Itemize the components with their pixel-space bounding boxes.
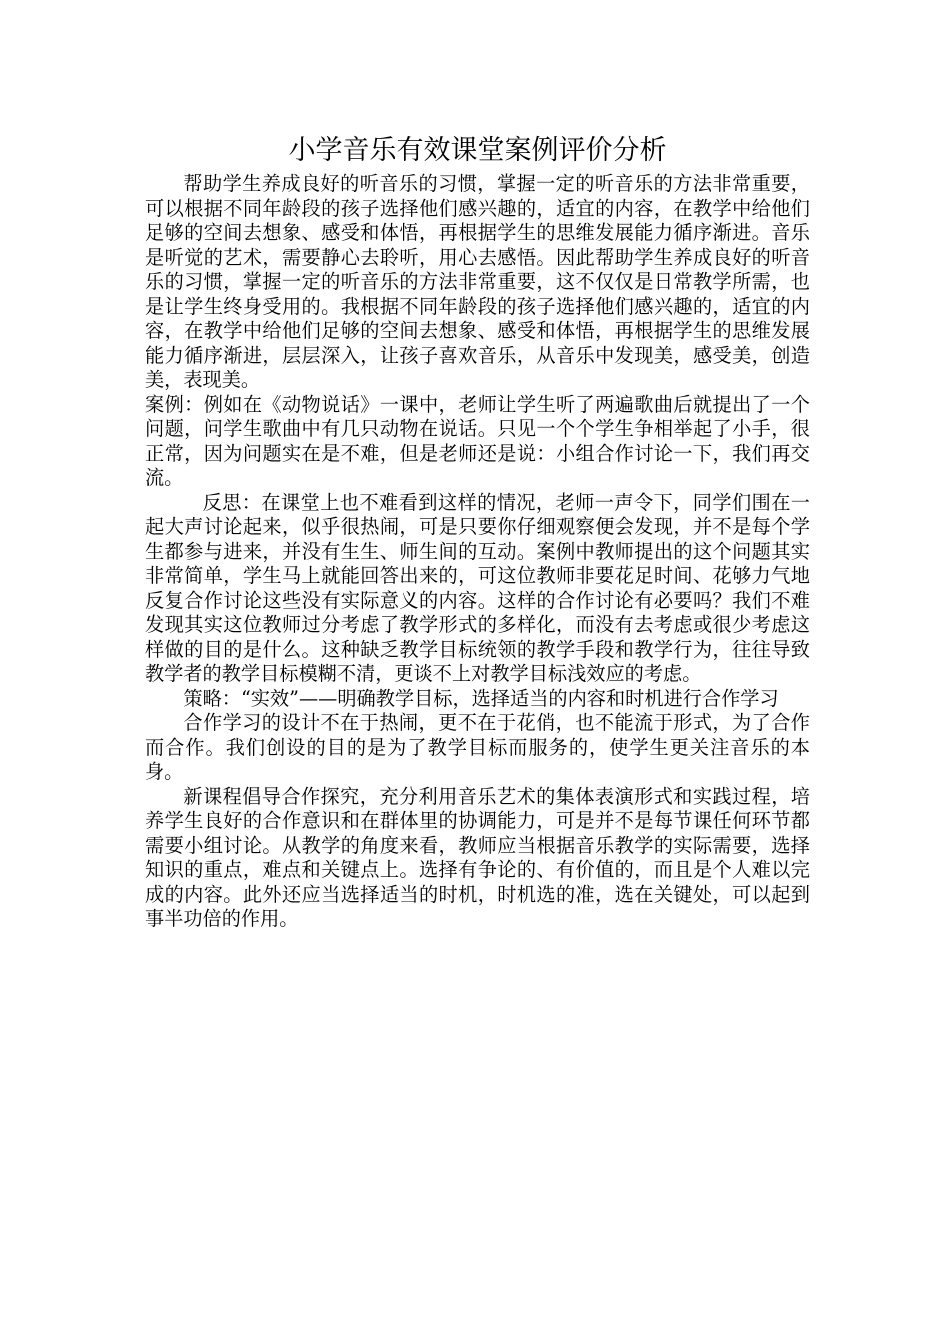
- document-title: 小学音乐有效课堂案例评价分析: [288, 135, 667, 166]
- paragraph-reflection: 反思：在课堂上也不难看到这样的情况，老师一声令下，同学们围在一起大声讨论起来，似乎很热闹，可是只要你仔细观察便会发现，并不是每个学生都参与进来，并没有生生、师生间的互动。案例中教师提出的这个问题其实非常简单，学生马上就能回答出来的，可这位教师非要花足时间、花够力气地反复合作讨论这些没有实际意义的内容。这样的合作讨论有必要吗？我们不难发现其实这位教师过分考虑了教学形式的多样化，而没有去考虑或很少考虑这样做的目的是什么。这种缺乏教学目标统领的教学手段和教学行为，往往导致教学者的教学目标模糊不清，更谈不上对教学目标浅效应的考虑。: [145, 490, 810, 685]
- paragraph-strategy: 策略：“实效”——明确教学目标，选择适当的内容和时机进行合作学习: [183, 686, 779, 710]
- paragraph-cooperation: 合作学习的设计不在于热闹，更不在于花俏，也不能流于形式，为了合作而合作。我们创设的目的是为了教学目标而服务的，使学生更关注音乐的本身。: [145, 711, 810, 783]
- paragraph-case: 案例：例如在《动物说话》一课中，老师让学生听了两遍歌曲后就提出了一个问题，问学生歌曲中有几只动物在说话。只见一个个学生争相举起了小手，很正常，因为问题实在是不难，但是老师还是说：小组合作讨论一下，我们再交流。: [145, 392, 810, 489]
- paragraph-intro: 帮助学生养成良好的听音乐的习惯，掌握一定的听音乐的方法非常重要，可以根据不同年龄段的孩子选择他们感兴趣的，适宜的内容，在教学中给他们足够的空间去想象、感受和体悟，再根据学生的思维发展能力循序渐进。音乐是听觉的艺术，需要静心去聆听，用心去感悟。因此帮助学生养成良好的听音乐的习惯，掌握一定的听音乐的方法非常重要，这不仅仅是日常教学所需，也是让学生终身受用的。我根据不同年龄段的孩子选择他们感兴趣的，适宜的内容，在教学中给他们足够的空间去想象、感受和体悟，再根据学生的思维发展能力循序渐进，层层深入，让孩子喜欢音乐，从音乐中发现美，感受美，创造美，表现美。: [145, 172, 810, 391]
- document-body: [145, 172, 810, 932]
- paragraph-new-curriculum: 新课程倡导合作探究，充分利用音乐艺术的集体表演形式和实践过程，培养学生良好的合作意识和在群体里的协调能力，可是并不是每节课任何环节都需要小组讨论。从教学的角度来看，教师应当根据音乐教学的实际需要，选择知识的重点，难点和关键点上。选择有争论的、有价值的，而且是个人难以完成的内容。此外还应当选择适当的时机，时机选的准，选在关键处，可以起到事半功倍的作用。: [145, 784, 810, 930]
